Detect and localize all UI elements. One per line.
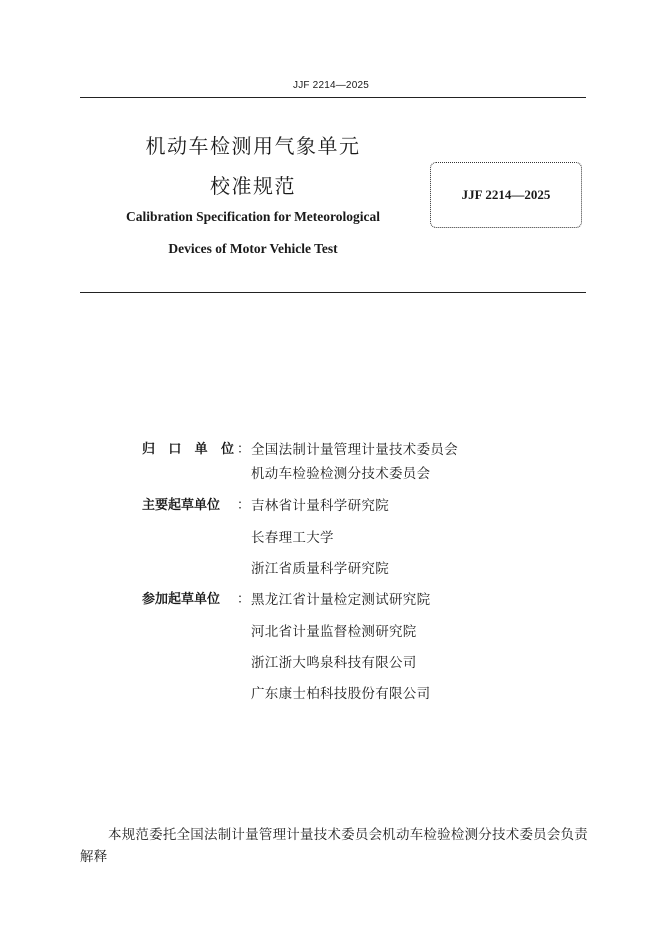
- title-chinese-line-2: 校准规范: [210, 174, 296, 198]
- participating-unit-label: 参加起草单位: [142, 592, 221, 607]
- main-drafting-unit-row: [0, 557, 662, 579]
- responsible-unit-value: 机动车检验检测分技术委员会: [251, 466, 431, 482]
- responsible-unit-value: 全国法制计量管理计量技术委员会: [251, 442, 458, 458]
- responsible-unit-label: 归口单位: [142, 442, 234, 457]
- responsible-unit-row: [0, 438, 662, 460]
- participating-unit-value: 河北省计量监督检测研究院: [251, 624, 417, 640]
- standard-code-box-text: JJF 2214—2025: [461, 187, 551, 202]
- participating-unit-row: [0, 620, 662, 642]
- main-drafting-unit-value: 长春理工大学: [251, 530, 334, 546]
- interpretation-note: 本规范委托全国法制计量管理计量技术委员会机动车检验检测分技术委员会负责解释: [80, 827, 588, 865]
- main-drafting-unit-label: 主要起草单位: [142, 498, 221, 513]
- responsible-unit-row: [0, 462, 662, 484]
- header-standard-code: JJF 2214—2025: [293, 80, 369, 91]
- participating-unit-row: [0, 682, 662, 704]
- title-chinese-line-1: 机动车检测用气象单元: [145, 134, 361, 158]
- participating-unit-row: [0, 588, 662, 610]
- participating-unit-colon: ：: [237, 592, 251, 607]
- participating-unit-value: 黑龙江省计量检定测试研究院: [251, 592, 431, 608]
- main-drafting-unit-row: [0, 494, 662, 516]
- participating-unit-row: [0, 651, 662, 673]
- participating-unit-value: 浙江浙大鸣泉科技有限公司: [251, 655, 417, 671]
- header-rule: [80, 97, 586, 98]
- standard-code-box: [430, 162, 582, 228]
- main-drafting-unit-value: 浙江省质量科学研究院: [251, 561, 389, 577]
- title-english-line-2: Devices of Motor Vehicle Test: [168, 241, 338, 256]
- title-section-rule: [80, 292, 586, 293]
- main-drafting-unit-colon: ：: [237, 498, 251, 513]
- main-drafting-unit-value: 吉林省计量科学研究院: [251, 498, 389, 514]
- main-drafting-unit-row: [0, 526, 662, 548]
- participating-unit-value: 广东康士柏科技股份有限公司: [251, 686, 431, 702]
- responsible-unit-colon: ：: [237, 442, 251, 457]
- title-english-line-1: Calibration Specification for Meteorological: [125, 209, 381, 224]
